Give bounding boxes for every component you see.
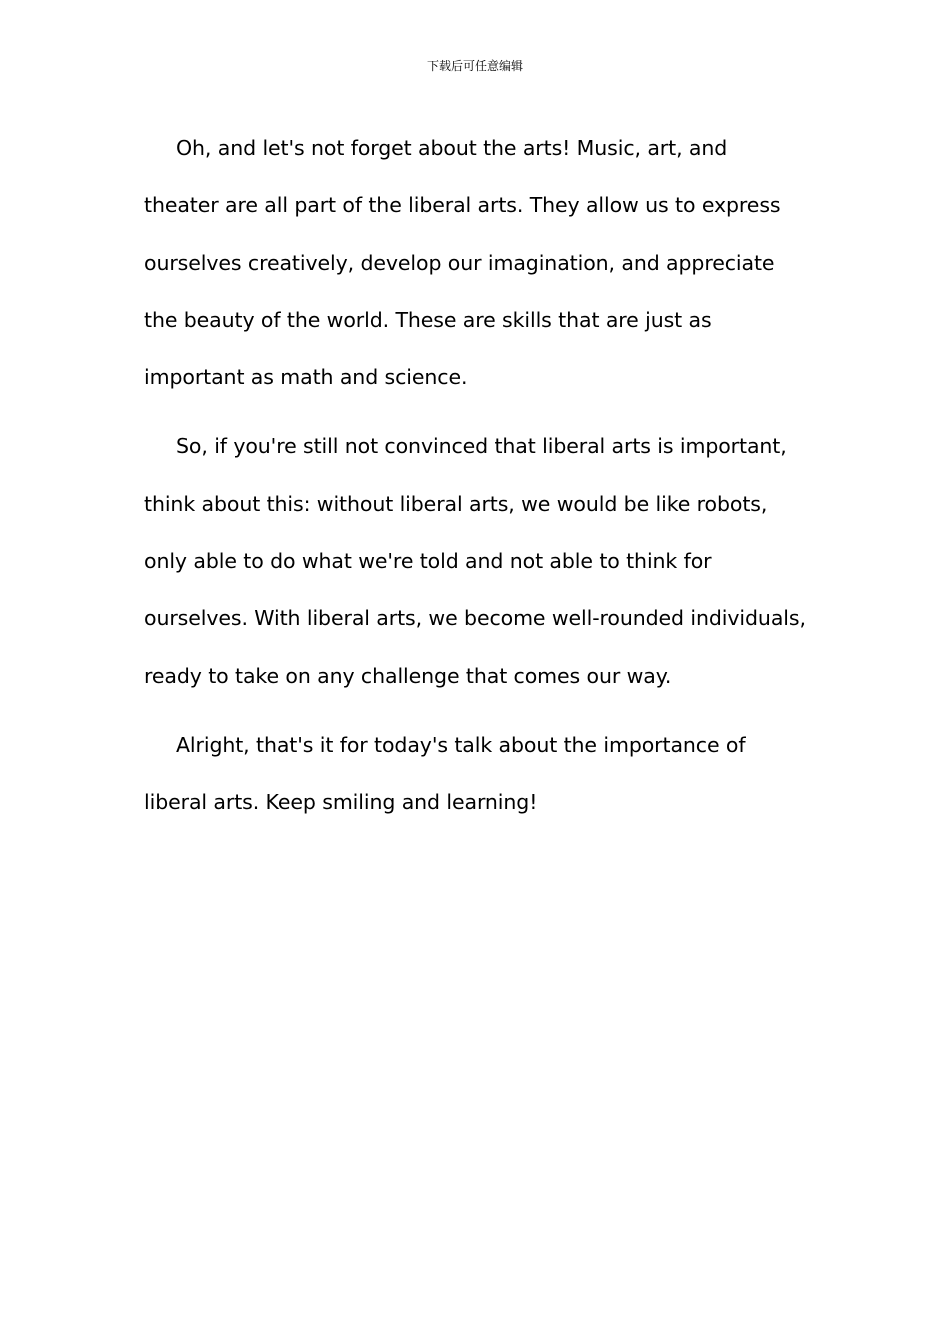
document-body: [144, 120, 806, 844]
paragraph-arts: Oh, and let's not forget about the arts! Music, art, and theater are all part of the liberal arts. They allow us to express ourselves creatively, develop our imagination, and appreciate the beauty of the world. These are skills that are just as important as math and science.: [144, 136, 781, 390]
paragraph-closing: Alright, that's it for today's talk about the importance of liberal arts. Keep smiling and learning!: [144, 732, 746, 815]
paragraph-convinced: So, if you're still not convinced that liberal arts is important, think about this: without liberal arts, we would be like robots, only able to do what we're told and not able to think for ourselves. With liberal arts, we become well-rounded individuals, ready to take on any challenge that comes our way.: [144, 434, 806, 688]
page-header: 下载后可任意编辑: [426, 59, 523, 73]
